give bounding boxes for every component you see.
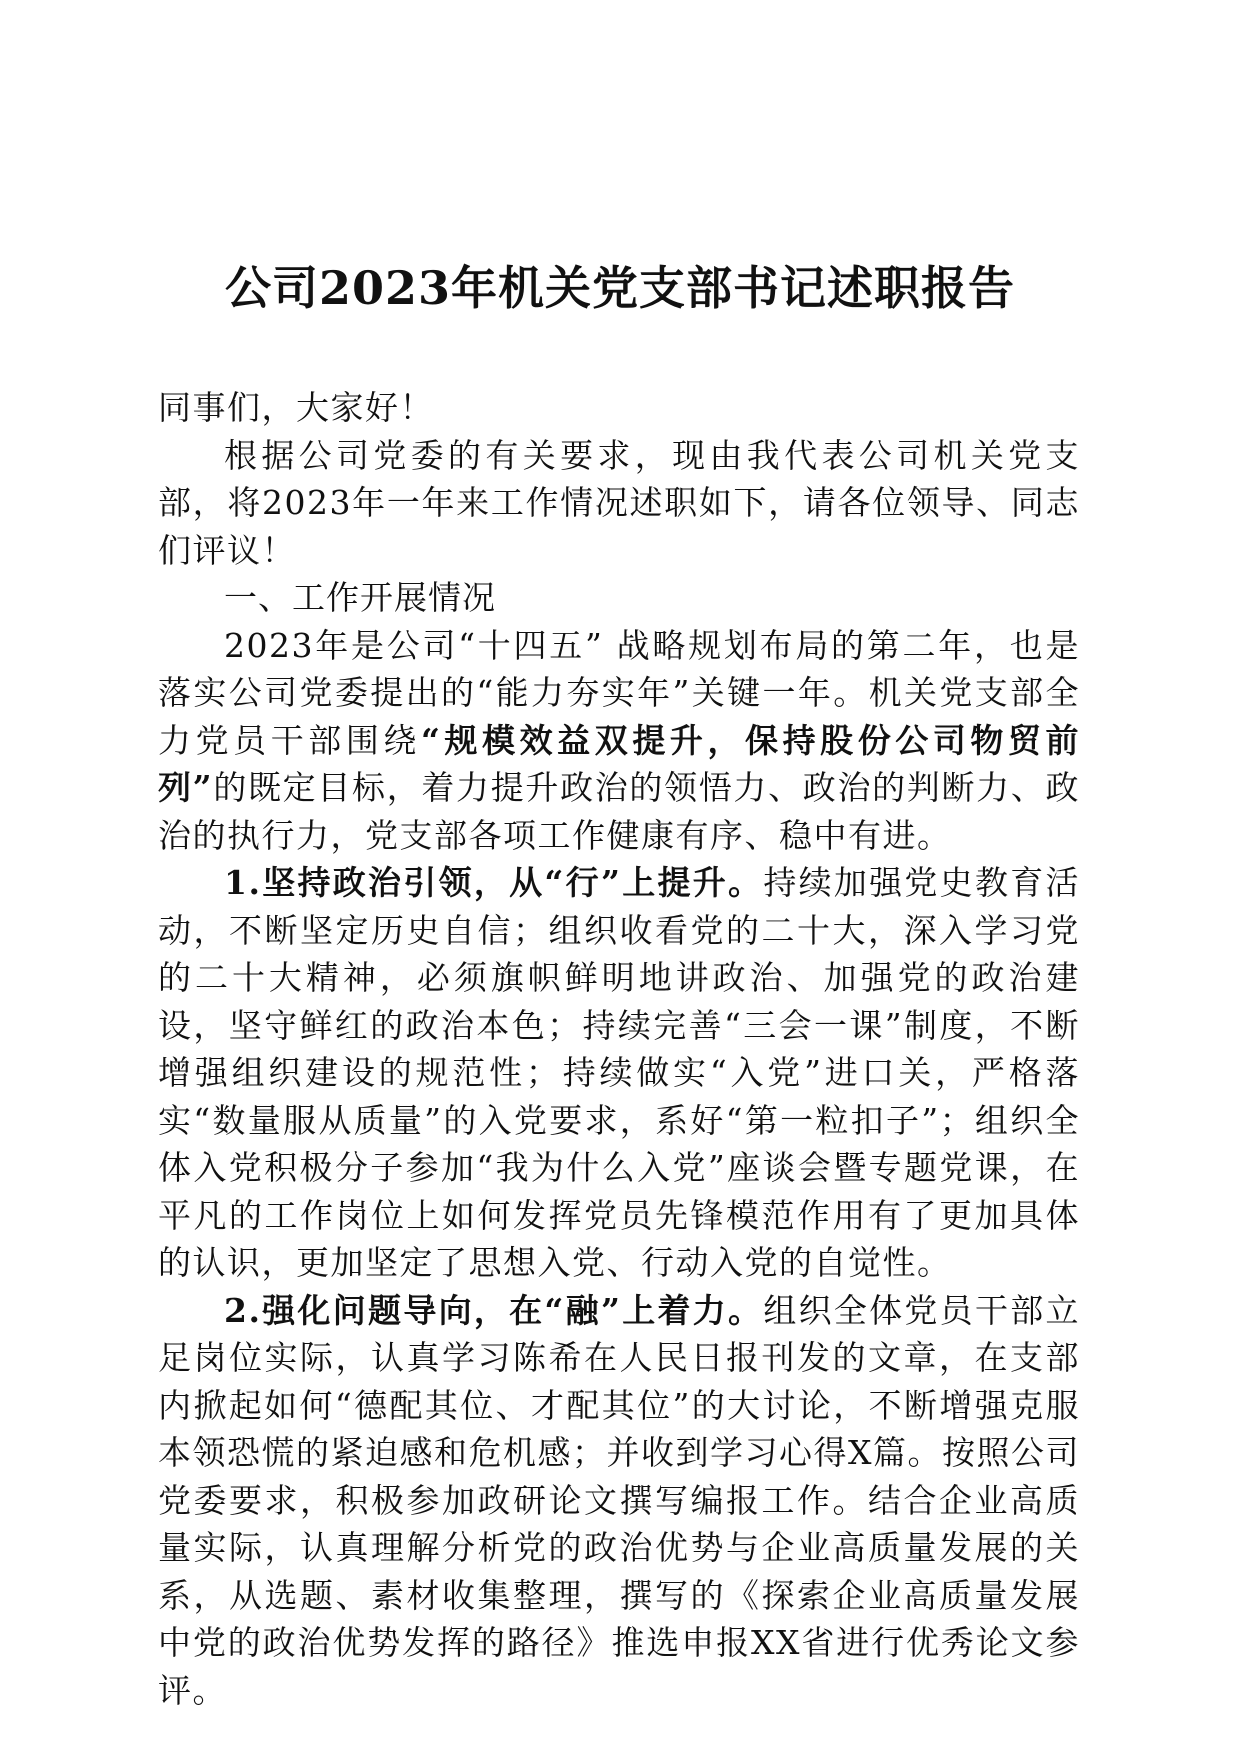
overview-text-start: 2023年是公司“十四五” 战略规划布局的第二年，也是落实公司党委提出的“能力夯实年”关键一年。机关党支部全力党员干部围绕	[158, 625, 1080, 760]
item-1-heading: 1.坚持政治引领，从“行”上提升。	[224, 863, 764, 902]
section-heading-work: 一、工作开展情况	[224, 578, 496, 617]
overview-paragraph	[158, 622, 1080, 860]
intro-paragraph: 根据公司党委的有关要求，现由我代表公司机关党支部，将2023年一年来工作情况述职如下，请各位领导、同志们评议！	[158, 435, 1080, 570]
item-2-paragraph	[158, 1287, 1080, 1715]
overview-goal-emphasis: “规模效益双提升，保持股份公司物贸前列”	[158, 720, 1081, 807]
document-body	[158, 384, 1080, 1714]
item-1-text: 持续加强党史教育活动，不断坚定历史自信；组织收看党的二十大，深入学习党的二十大精神，必须旗帜鲜明地讲政治、加强党的政治建设，坚守鲜红的政治本色；持续完善“三会一课”制度，不断增强组织建设的规范性；持续做实“入党”进口关，严格落实“数量服从质量”的入党要求，系好“第一粒扣子”；组织全体入党积极分子参加“我为什么入党”座谈会暨专题党课，在平凡的工作岗位上如何发挥党员先锋模范作用有了更加具体的认识，更加坚定了思想入党、行动入党的自觉性。	[158, 863, 1081, 1282]
item-1-paragraph	[158, 859, 1080, 1287]
document-title: 公司2023年机关党支部书记述职报告	[224, 261, 1016, 315]
overview-text-end: 的既定目标，着力提升政治的领悟力、政治的判断力、政治的执行力，党支部各项工作健康有序、稳中有进。	[158, 768, 1080, 855]
item-2-text: 组织全体党员干部立足岗位实际，认真学习陈希在人民日报刊发的文章，在支部内掀起如何“德配其位、才配其位”的大讨论，不断增强克服本领恐慌的紧迫感和危机感；并收到学习心得X篇。按照公司党委要求，积极参加政研论文撰写编报工作。结合企业高质量实际，认真理解分析党的政治优势与企业高质量发展的关系，从选题、素材收集整理，撰写的《探索企业高质量发展中党的政治优势发挥的路径》推选申报XX省进行优秀论文参评。	[158, 1290, 1081, 1710]
item-2-heading: 2.强化问题导向，在“融”上着力。	[224, 1290, 764, 1330]
greeting: 同事们，大家好！	[158, 388, 434, 427]
